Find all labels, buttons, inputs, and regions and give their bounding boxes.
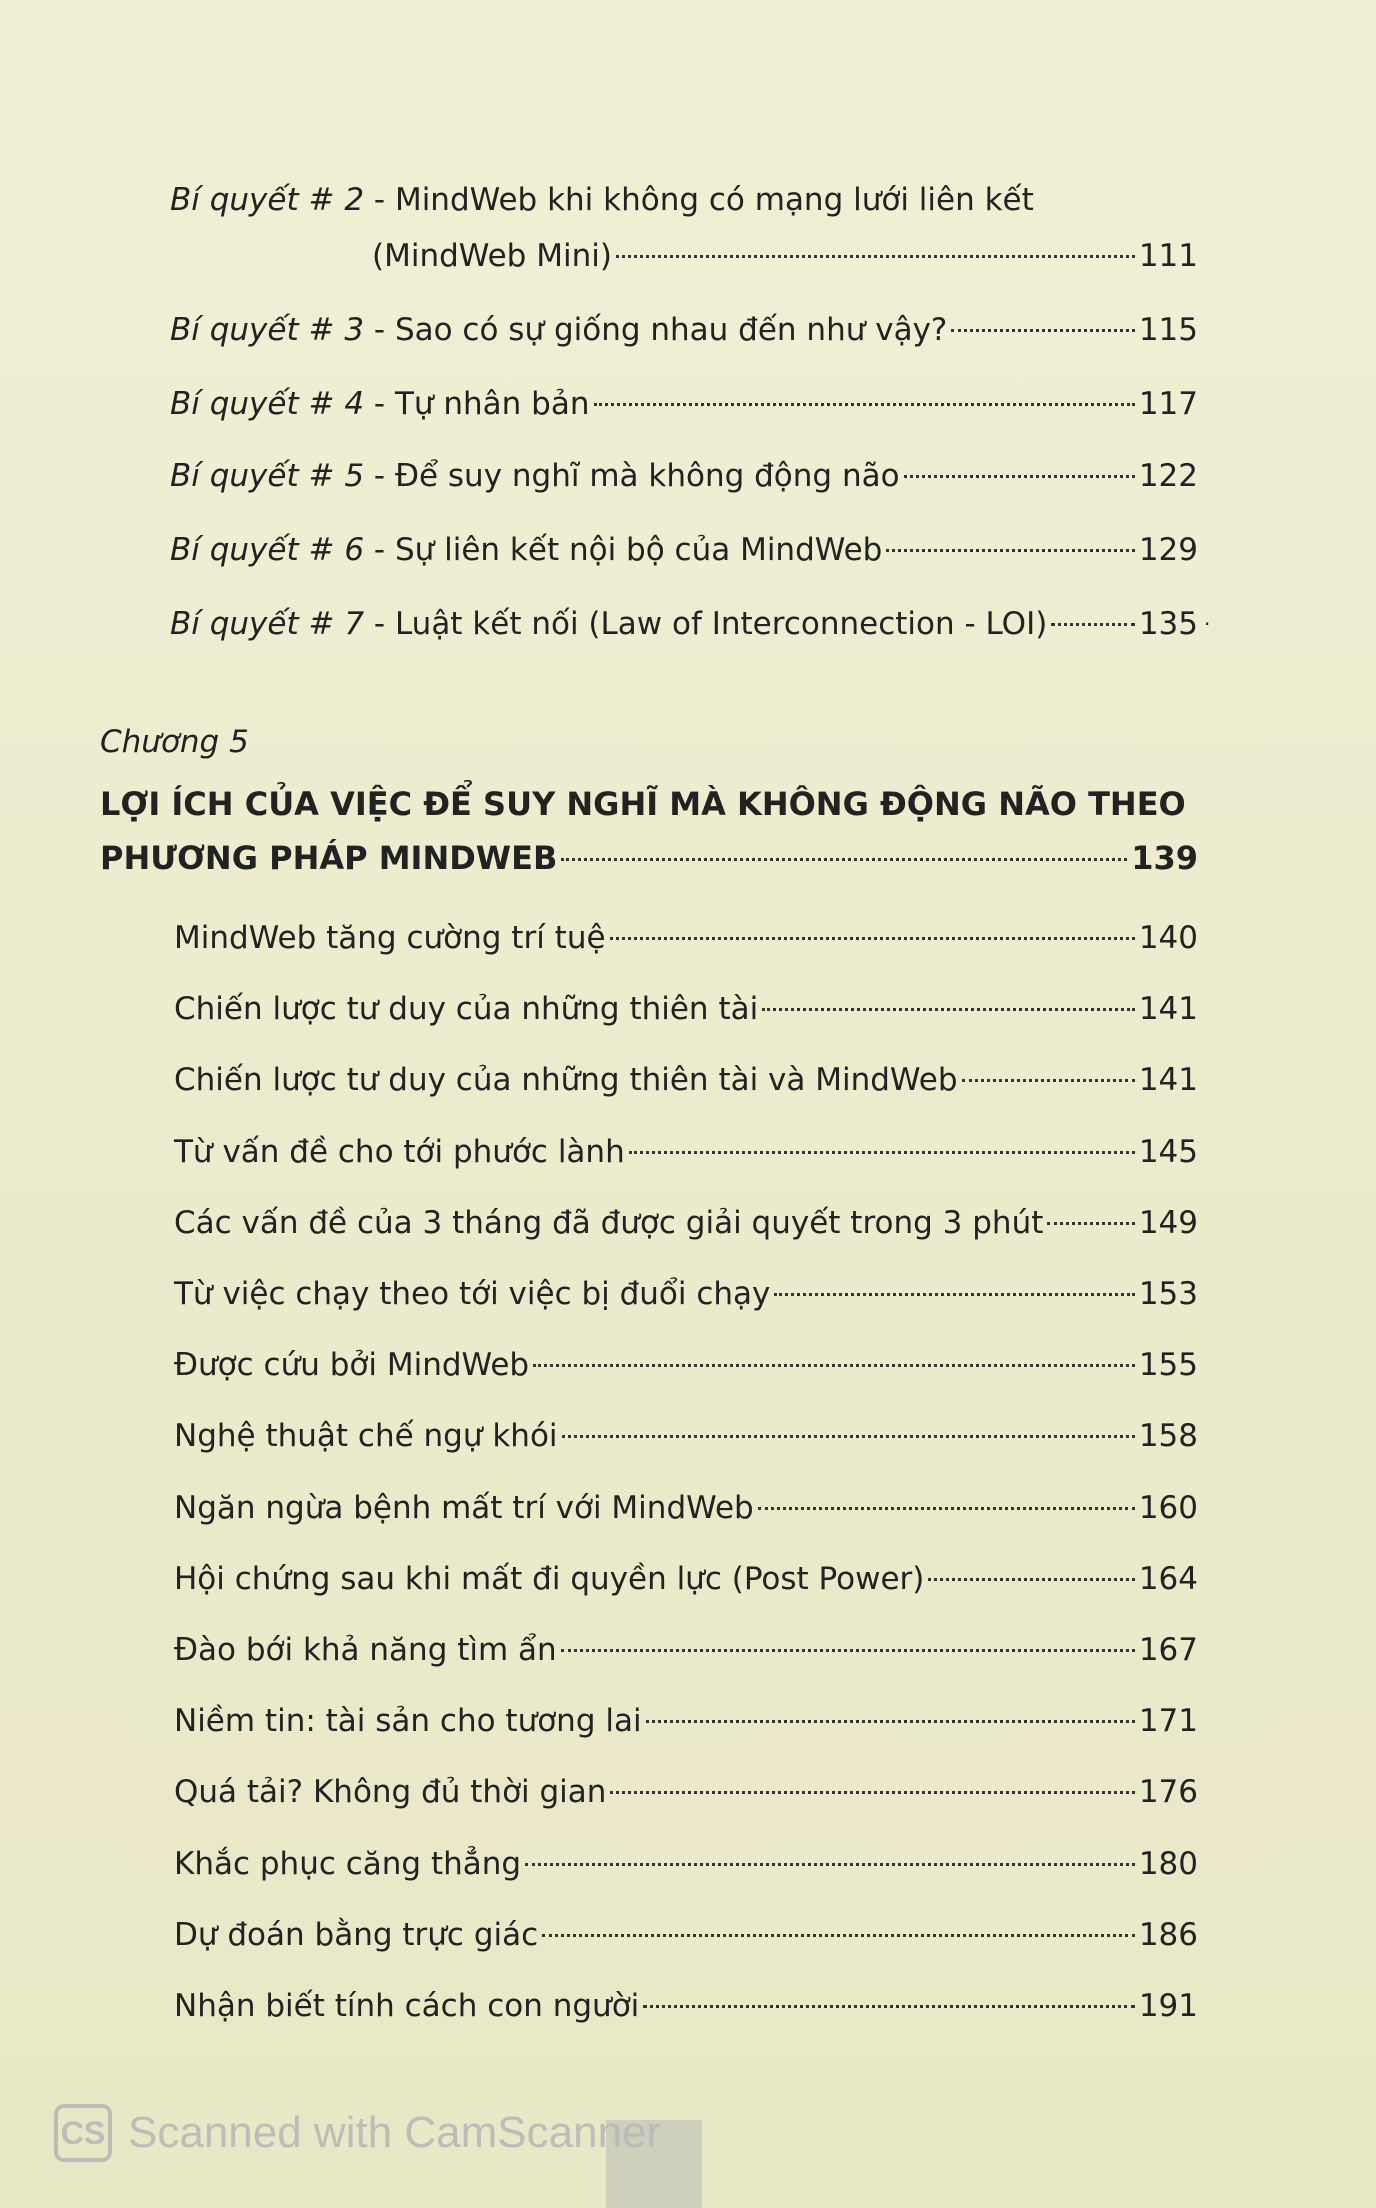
leader-dots: [610, 1791, 1134, 1794]
chapter-entry: [174, 1630, 1198, 1670]
leader-dots: [951, 329, 1134, 332]
leader-dots: [904, 475, 1135, 478]
leader-dots: [533, 1364, 1135, 1367]
chapter-entry: [174, 989, 1198, 1029]
leader-dots: [886, 549, 1134, 552]
entry-title: Nhận biết tính cách con người: [174, 1988, 640, 2024]
page-number: 176: [1138, 1774, 1198, 1810]
chapter-entry: [174, 1345, 1198, 1385]
leader-dots: [762, 1008, 1135, 1011]
page-number: 140: [1138, 920, 1198, 956]
secret-prefix: Bí quyết # 7: [170, 606, 365, 642]
page-number: 149: [1138, 1205, 1198, 1241]
chapter-entry: [174, 1844, 1198, 1884]
page-number: 191: [1138, 1988, 1198, 2024]
toc-entry-secret-6: [170, 530, 1198, 570]
page-number: 141: [1138, 1062, 1198, 1098]
secret-title: - Luật kết nối (Law of Interconnection - LOI): [364, 606, 1048, 642]
secret-prefix: Bí quyết # 6: [170, 532, 365, 568]
chapter-entry: [174, 1416, 1198, 1456]
page-number: 129: [1138, 532, 1198, 568]
entry-title: Chiến lược tư duy của những thiên tài: [174, 991, 759, 1027]
entry-title: Đào bới khả năng tìm ẩn: [174, 1632, 557, 1668]
page-number: 158: [1138, 1418, 1198, 1454]
entry-title: Niềm tin: tài sản cho tương lai: [174, 1703, 642, 1739]
chapter-label: Chương 5: [100, 724, 249, 760]
secret-title: - Sao có sự giống nhau đến như vậy?: [364, 312, 948, 348]
entry-title: Nghệ thuật chế ngự khói: [174, 1418, 558, 1454]
entry-title: MindWeb tăng cường trí tuệ: [174, 920, 606, 956]
camscanner-watermark: [54, 2104, 661, 2162]
chapter-entry: [174, 1488, 1198, 1528]
page-number: 180: [1138, 1846, 1198, 1882]
chapter-entry: [174, 1986, 1198, 2026]
page-number: 153: [1138, 1276, 1198, 1312]
chapter-entry: [174, 1132, 1198, 1172]
secret-2-prefix: Bí quyết # 2: [170, 182, 365, 218]
secret-prefix: Bí quyết # 4: [170, 386, 365, 422]
toc-entry-secret-3: [170, 310, 1198, 350]
leader-dots: [928, 1578, 1134, 1581]
page-number: 186: [1138, 1917, 1198, 1953]
secret-title: - Tự nhân bản: [364, 386, 590, 422]
entry-title: Chiến lược tư duy của những thiên tài và MindWeb: [174, 1062, 958, 1098]
entry-title: Được cứu bởi MindWeb: [174, 1347, 530, 1383]
leader-dots: [1051, 623, 1135, 626]
entry-title: Ngăn ngừa bệnh mất trí với MindWeb: [174, 1490, 754, 1526]
chapter-title-line2: [100, 838, 1198, 878]
toc-entry-secret-2-line1: [170, 180, 1034, 220]
chapter-entry: [174, 918, 1198, 958]
entry-title: Dự đoán bằng trực giác: [174, 1917, 539, 1953]
leader-dots: [758, 1507, 1135, 1510]
page-number: 115: [1138, 312, 1198, 348]
leader-dots: [542, 1934, 1135, 1937]
page-number: 145: [1138, 1134, 1198, 1170]
page-number: 111: [1138, 238, 1198, 274]
camscanner-logo-icon: CS: [54, 2104, 112, 2162]
page-number: 155: [1138, 1347, 1198, 1383]
page-number: 141: [1138, 991, 1198, 1027]
leader-dots: [629, 1151, 1135, 1154]
leader-dots: [525, 1863, 1135, 1866]
chapter-entry: [174, 1915, 1198, 1955]
chapter-entry: [174, 1274, 1198, 1314]
secret-2-title-line2: (MindWeb Mini): [372, 238, 612, 274]
leader-dots: [562, 1435, 1135, 1438]
entry-title: Từ vấn đề cho tới phước lành: [174, 1134, 625, 1170]
leader-dots: [561, 1649, 1135, 1652]
page-number: 117: [1138, 386, 1198, 422]
leader-dots: [962, 1079, 1135, 1082]
entry-title: Quá tải? Không đủ thời gian: [174, 1774, 607, 1810]
leader-dots: [774, 1293, 1134, 1296]
leader-dots: [594, 403, 1135, 406]
page-number: 164: [1138, 1561, 1198, 1597]
leader-dots: [561, 858, 1127, 861]
toc-entry-secret-5: [170, 456, 1198, 496]
chapter-entry: [174, 1701, 1198, 1741]
chapter-entry: [174, 1060, 1198, 1100]
leader-dots: [610, 937, 1135, 940]
page-number: 167: [1138, 1632, 1198, 1668]
page-number: 160: [1138, 1490, 1198, 1526]
leader-dots: [616, 255, 1135, 258]
page-number: 139: [1131, 839, 1198, 877]
toc-entry-secret-2-line2: [372, 236, 1198, 276]
entry-title: Khắc phục căng thẳng: [174, 1846, 522, 1882]
page-number: 122: [1138, 458, 1198, 494]
entry-title: Từ việc chạy theo tới việc bị đuổi chạy: [174, 1276, 771, 1312]
secret-prefix: Bí quyết # 5: [170, 458, 365, 494]
chapter-entry: [174, 1772, 1198, 1812]
chapter-title-line2-text: PHƯƠNG PHÁP MINDWEB: [100, 839, 558, 877]
chapter-title-line1: LỢI ÍCH CỦA VIỆC ĐỂ SUY NGHĨ MÀ KHÔNG ĐỘNG NÃO THEO: [100, 785, 1186, 823]
page-number: 171: [1138, 1703, 1198, 1739]
toc-entry-secret-7: [170, 604, 1198, 644]
secret-prefix: Bí quyết # 3: [170, 312, 365, 348]
entry-title: Các vấn đề của 3 tháng đã được giải quyết trong 3 phút: [174, 1205, 1044, 1241]
chapter-entry: [174, 1559, 1198, 1599]
chapter-entry: [174, 1203, 1198, 1243]
secret-title: - Để suy nghĩ mà không động não: [364, 458, 900, 494]
watermark-text: Scanned with CamScanner: [128, 2108, 662, 2157]
secret-title: - Sự liên kết nội bộ của MindWeb: [364, 532, 883, 568]
page-number: 135: [1138, 606, 1198, 642]
entry-title: Hội chứng sau khi mất đi quyền lực (Post Power): [174, 1561, 925, 1597]
leader-dots: [643, 2005, 1135, 2008]
toc-entry-secret-4: [170, 384, 1198, 424]
leader-dots: [1047, 1222, 1134, 1225]
secret-2-title-line1: - MindWeb khi không có mạng lưới liên kết: [364, 182, 1034, 218]
leader-dots: [646, 1720, 1135, 1723]
stray-mark: ·: [1204, 612, 1211, 636]
